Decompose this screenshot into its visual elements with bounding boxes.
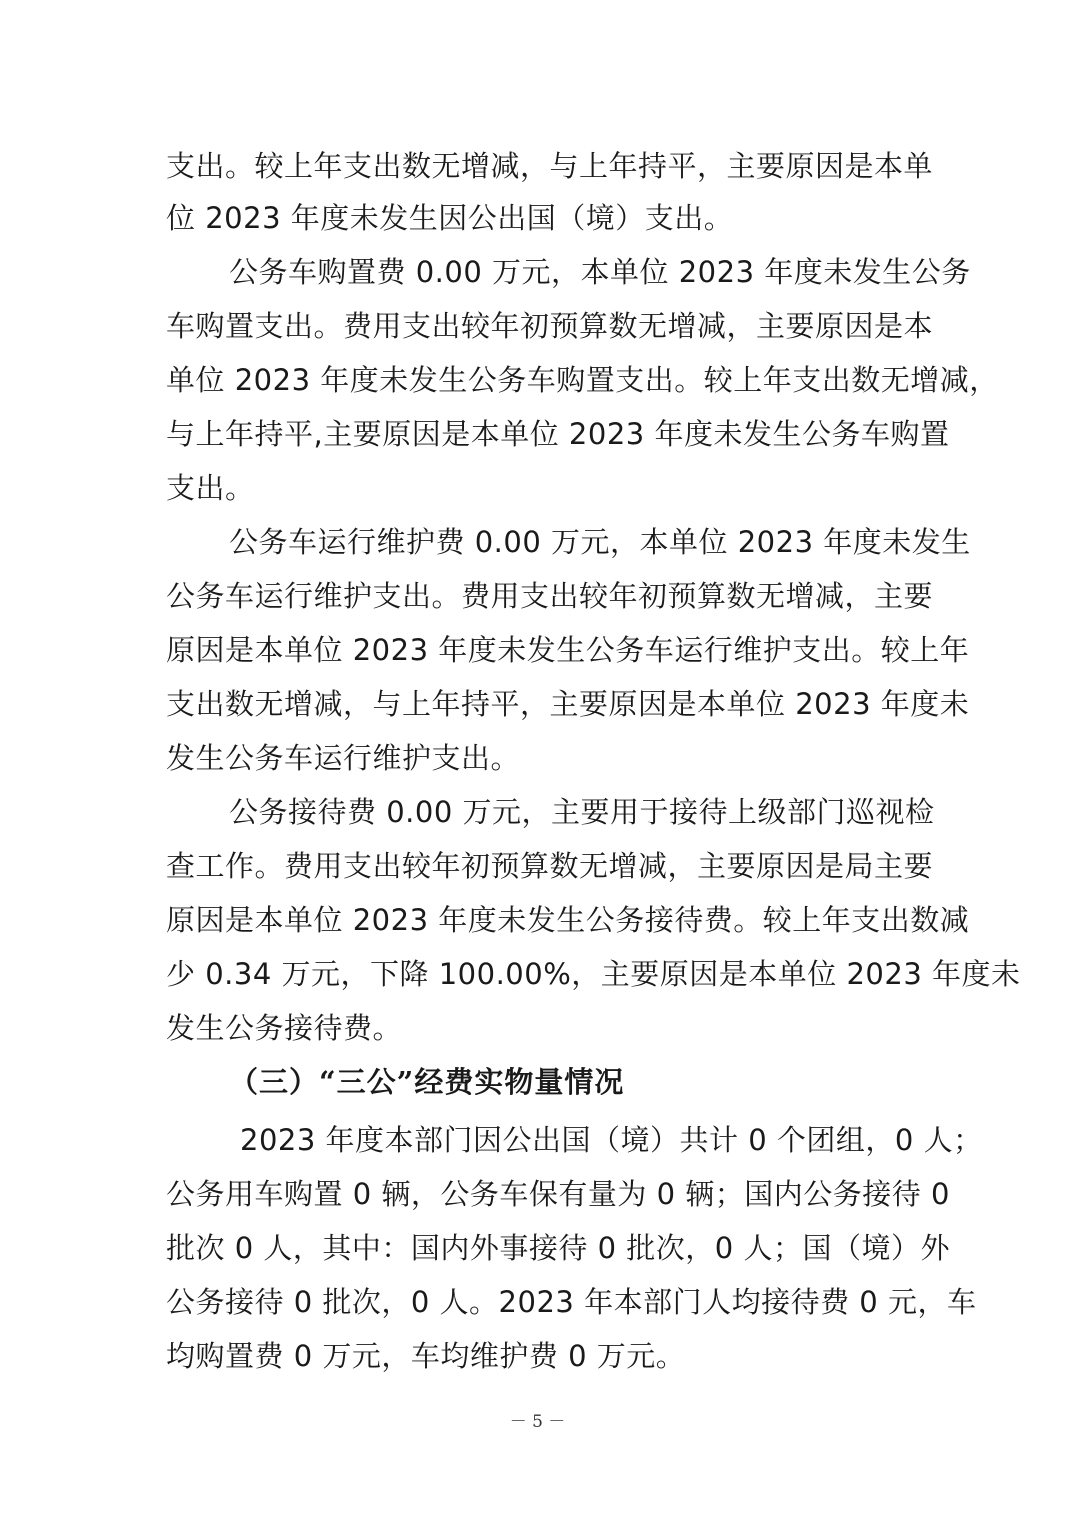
paragraph-line: 公务接待费 0.00 万元，主要用于接待上级部门巡视检 — [229, 795, 935, 829]
paragraph-line: 少 0.34 万元，下降 100.00%，主要原因是本单位 2023 年度未 — [166, 957, 1021, 991]
paragraph-line: 公务车购置费 0.00 万元，本单位 2023 年度未发生公务 — [229, 255, 971, 289]
paragraph-line: 发生公务接待费。 — [166, 1011, 403, 1045]
section-heading: （三）“三公”经费实物量情况 — [229, 1065, 625, 1099]
paragraph-line: 公务车运行维护支出。费用支出较年初预算数无增减，主要 — [166, 579, 934, 613]
paragraph-line: 位 2023 年度未发生因公出国（境）支出。 — [166, 201, 734, 235]
paragraph-line: 车购置支出。费用支出较年初预算数无增减，主要原因是本 — [166, 309, 934, 343]
paragraph-line: 支出数无增减，与上年持平，主要原因是本单位 2023 年度未 — [166, 687, 970, 721]
paragraph-line: 原因是本单位 2023 年度未发生公务车运行维护支出。较上年 — [166, 633, 970, 667]
paragraph-line: 单位 2023 年度未发生公务车购置支出。较上年支出数无增减， — [166, 363, 999, 397]
paragraph-line: 支出。较上年支出数无增减，与上年持平，主要原因是本单 — [166, 149, 934, 183]
paragraph-line: 均购置费 0 万元，车均维护费 0 万元。 — [166, 1339, 686, 1373]
page-number: － 5 － — [509, 1412, 566, 1432]
paragraph-line: 发生公务车运行维护支出。 — [166, 741, 521, 775]
paragraph-line: 2023 年度本部门因公出国（境）共计 0 个团组，0 人； — [240, 1123, 983, 1157]
paragraph-line: 查工作。费用支出较年初预算数无增减，主要原因是局主要 — [166, 849, 934, 883]
paragraph-line: 批次 0 人，其中：国内外事接待 0 批次，0 人；国（境）外 — [166, 1231, 950, 1265]
paragraph-line: 支出。 — [166, 471, 255, 505]
paragraph-line: 公务车运行维护费 0.00 万元，本单位 2023 年度未发生 — [229, 525, 971, 559]
paragraph-line: 公务用车购置 0 辆，公务车保有量为 0 辆；国内公务接待 0 — [166, 1177, 950, 1211]
paragraph-line: 原因是本单位 2023 年度未发生公务接待费。较上年支出数减 — [166, 903, 970, 937]
paragraph-line: 公务接待 0 批次，0 人。2023 年本部门人均接待费 0 元，车 — [166, 1285, 977, 1319]
paragraph-line: 与上年持平,主要原因是本单位 2023 年度未发生公务车购置 — [166, 417, 950, 451]
